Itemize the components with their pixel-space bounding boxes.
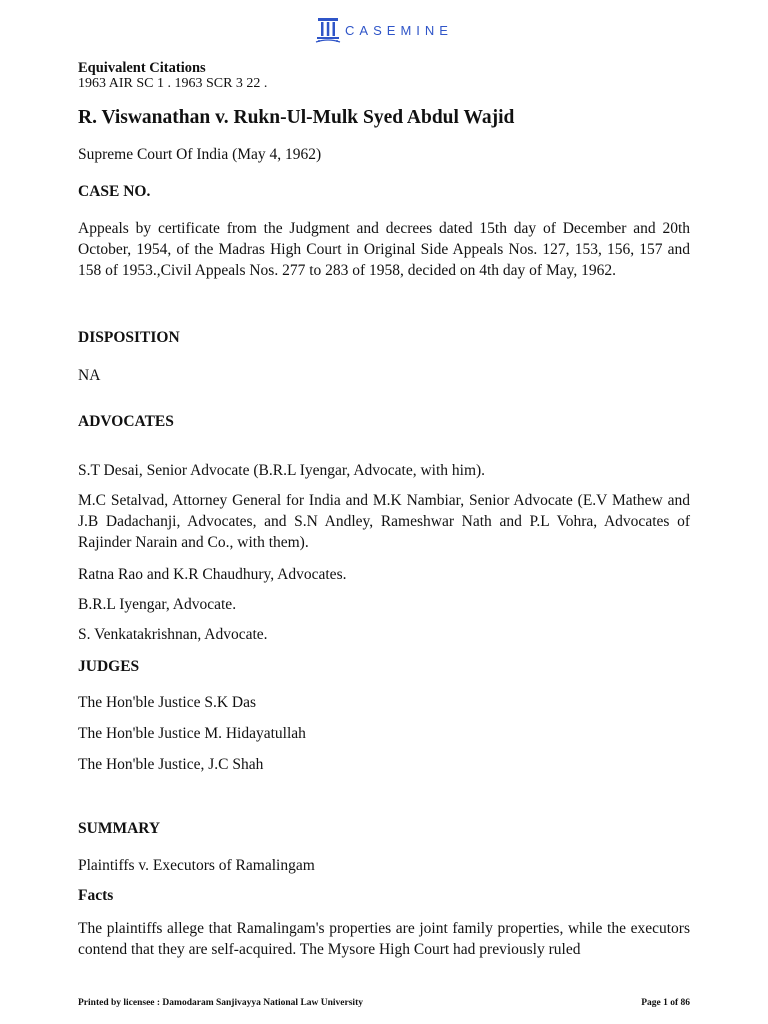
logo-text: CASEMINE (345, 22, 453, 38)
page-footer (78, 998, 690, 1008)
page-number: Page 1 of 86 (641, 998, 690, 1008)
citations-text: 1963 AIR SC 1 . 1963 SCR 3 22 . (78, 76, 268, 91)
summary-heading: SUMMARY (78, 820, 161, 837)
case-no-text: Appeals by certificate from the Judgment and decrees dated 15th day of December and 20th October, 1954, of the Madras High Court in Original Side Appeals Nos. 127, 153, 156, 157 and 158 of 1953.,Civil Appeals Nos. 277 to 283 of 1958, decided on 4th day of May, 1962. (78, 220, 690, 279)
disposition-heading: DISPOSITION (78, 329, 180, 346)
court-name: Supreme Court Of India (May 4, 1962) (78, 146, 322, 163)
advocate-item: Ratna Rao and K.R Chaudhury, Advocates. (78, 566, 347, 583)
pillar-building-icon (315, 16, 341, 44)
case-title: R. Viswanathan v. Rukn-Ul-Mulk Syed Abdul Wajid (78, 107, 515, 128)
advocate-item: B.R.L Iyengar, Advocate. (78, 596, 237, 613)
advocate-item: S. Venkatakrishnan, Advocate. (78, 626, 268, 643)
facts-heading: Facts (78, 887, 114, 904)
advocates-heading: ADVOCATES (78, 413, 174, 430)
judge-item: The Hon'ble Justice M. Hidayatullah (78, 725, 306, 742)
summary-subtitle: Plaintiffs v. Executors of Ramalingam (78, 857, 315, 874)
printed-by-text: Printed by licensee : Damodaram Sanjivayya National Law University (78, 998, 363, 1008)
judges-heading: JUDGES (78, 658, 140, 675)
disposition-text: NA (78, 367, 101, 384)
advocate-item: S.T Desai, Senior Advocate (B.R.L Iyengar, Advocate, with him). (78, 462, 486, 479)
advocate-item: M.C Setalvad, Attorney General for India and M.K Nambiar, Senior Advocate (E.V Mathew and J.B Dadachanji, Advocates, and S.N Andley, Rameshwar Nath and P.L Vohra, Advocates of Rajinder Narain and Co., with them). (78, 492, 690, 551)
judge-item: The Hon'ble Justice, J.C Shah (78, 756, 264, 773)
judge-item: The Hon'ble Justice S.K Das (78, 694, 257, 711)
citations-heading: Equivalent Citations (78, 60, 206, 76)
casemine-logo (0, 16, 768, 44)
facts-text: The plaintiffs allege that Ramalingam's properties are joint family properties, while the executors contend that they are self-acquired. The Mysore High Court had previously ruled (78, 920, 690, 958)
case-no-heading: CASE NO. (78, 183, 151, 200)
